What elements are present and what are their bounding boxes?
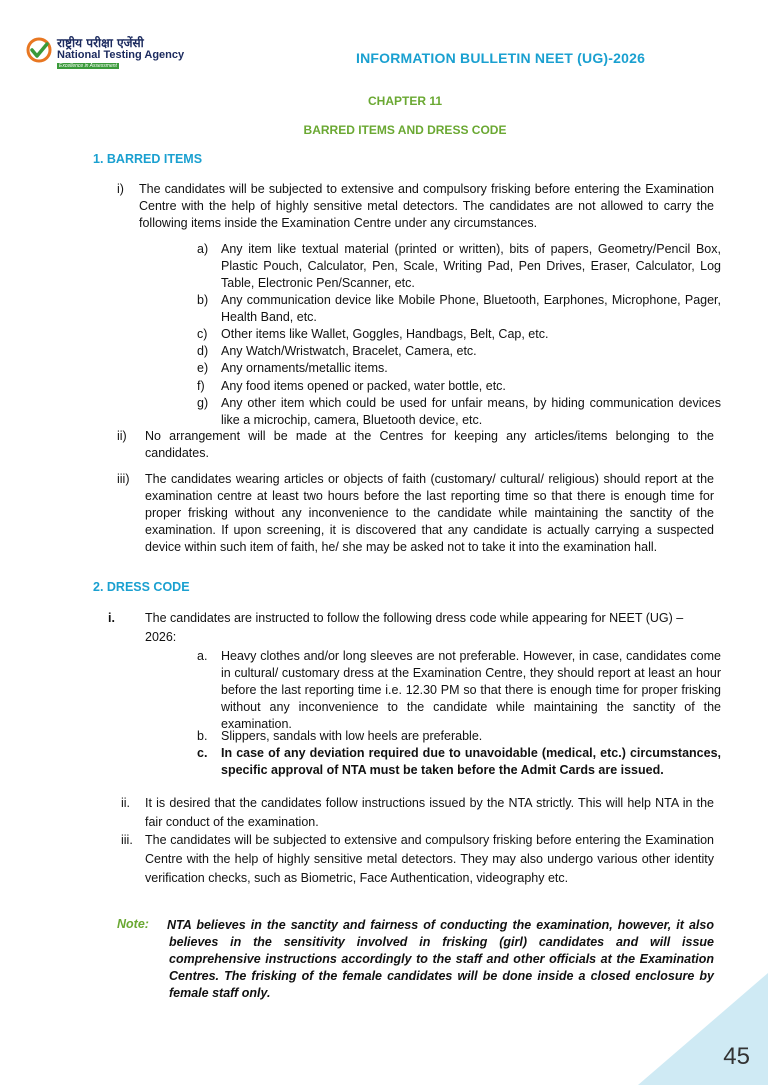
- list-item-text: Any communication device like Mobile Phone, Bluetooth, Earphones, Microphone, Pager, Health Band, etc.: [221, 293, 721, 324]
- list-item-text: Slippers, sandals with low heels are preferable.: [221, 729, 483, 743]
- barred-item-ii: [117, 428, 714, 462]
- logo-english-text: National Testing Agency: [57, 49, 185, 61]
- list-item-text: Heavy clothes and/or long sleeves are not preferable. However, in case, candidates come in cultural/ customary dress at the Examination Centre, they should report at least an hour before the last reporting time i.e. 12.30 PM so that there is enough time for proper frisking without any inconvenience to the candidate while maintaining the sanctity of the examination.: [221, 649, 721, 731]
- list-item-text: Any item like textual material (printed or written), bits of papers, Geometry/Pencil Box, Plastic Pouch, Calculator, Pen, Scale, Writing Pad, Pen Drives, Eraser, Calculator, Log Table, Electronic Pen/Scanner, etc.: [221, 242, 721, 290]
- list-marker: ii.: [121, 796, 131, 810]
- list-item-text: Any food items opened or packed, water bottle, etc.: [221, 379, 506, 393]
- list-marker: a): [197, 242, 209, 256]
- list-marker: i.: [108, 611, 115, 625]
- list-marker: b.: [197, 729, 208, 743]
- dress-item-ii: [121, 794, 714, 832]
- list-marker: i): [117, 182, 124, 196]
- list-marker: iii.: [121, 833, 133, 847]
- barred-subitem-d: [197, 343, 721, 360]
- nta-logo: [26, 34, 226, 74]
- dress-item-i: [108, 609, 714, 647]
- page-number: 45: [723, 1043, 750, 1070]
- logo-tagline: Excellence in Assessment: [59, 63, 117, 69]
- barred-subitem-f: [197, 378, 721, 395]
- dress-subitem-a: [197, 648, 721, 733]
- list-marker: d): [197, 344, 209, 358]
- barred-subitem-c: [197, 326, 721, 343]
- list-marker: b): [197, 293, 209, 307]
- paragraph-text: The candidates are instructed to follow the following dress code while appearing for NEET (UG) –2026:: [145, 611, 684, 644]
- paragraph-text: The candidates wearing articles or objects of faith (customary/ cultural/ religious) should report at the examination centre at least two hours before the last reporting time so that there is enough time for proper frisking without any inconvenience to the candidate while maintaining the sanctity of the examination. If upon screening, it is discovered that any candidate is actually carrying a suspected device within such item of faith, he/ she may be asked not to take it into the examination hall.: [145, 472, 714, 554]
- section-heading-dress-code: 2. DRESS CODE: [93, 580, 190, 594]
- barred-subitem-b: [197, 292, 721, 326]
- chapter-title: BARRED ITEMS AND DRESS CODE: [303, 123, 507, 137]
- barred-item-iii: [117, 471, 714, 556]
- list-marker: ii): [117, 429, 127, 443]
- list-item-text: Any ornaments/metallic items.: [221, 361, 388, 375]
- paragraph-text: It is desired that the candidates follow instructions issued by the NTA strictly. This will help NTA in the fair conduct of the examination.: [145, 796, 714, 829]
- nta-emblem-icon: [26, 37, 52, 63]
- note-label: Note:: [117, 917, 149, 931]
- list-marker: c): [197, 327, 208, 341]
- list-item-text: Any other item which could be used for unfair means, by hiding communication devices like a microchip, camera, Bluetooth device, etc.: [221, 396, 721, 427]
- barred-subitem-e: [197, 360, 721, 377]
- barred-subitem-g: [197, 395, 721, 429]
- list-marker: a.: [197, 649, 208, 663]
- paragraph-text: The candidates will be subjected to extensive and compulsory frisking before entering the Examination Centre with the help of highly sensitive metal detectors. They may also undergo various other identity verification checks, such as Biometric, Face Authentication, videography etc.: [145, 833, 714, 885]
- barred-subitem-a: [197, 241, 721, 292]
- list-marker: e): [197, 361, 209, 375]
- logo-hindi-text: राष्ट्रीय परीक्षा एजेंसी: [57, 36, 144, 50]
- section-heading-barred-items: 1. BARRED ITEMS: [93, 152, 203, 166]
- list-marker: g): [197, 396, 209, 410]
- list-marker: iii): [117, 472, 130, 486]
- chapter-number: CHAPTER 11: [367, 94, 443, 108]
- list-item-text: Other items like Wallet, Goggles, Handbags, Belt, Cap, etc.: [221, 327, 549, 341]
- paragraph-text: No arrangement will be made at the Centres for keeping any articles/items belonging to the candidates.: [145, 429, 714, 460]
- list-item-text: In case of any deviation required due to unavoidable (medical, etc.) circumstances, specific approval of NTA must be taken before the Admit Cards are issued.: [221, 746, 721, 777]
- dress-item-iii: [121, 831, 714, 888]
- list-item-text: Any Watch/Wristwatch, Bracelet, Camera, etc.: [221, 344, 477, 358]
- dress-subitem-b: [197, 728, 721, 745]
- list-marker: c.: [197, 746, 208, 760]
- list-marker: f): [197, 379, 205, 393]
- barred-item-i: [117, 181, 714, 232]
- dress-subitem-c: [197, 745, 721, 779]
- bulletin-title: INFORMATION BULLETIN NEET (UG)-2026: [356, 50, 646, 66]
- paragraph-text: The candidates will be subjected to extensive and compulsory frisking before entering the Examination Centre with the help of highly sensitive metal detectors. The candidates are not allowed to carry the following items inside the Examination Centre under any circumstances.: [139, 182, 714, 230]
- note-text: NTA believes in the sanctity and fairness of conducting the examination, however, it also believes in the sensitivity involved in frisking (girl) candidates and will issue comprehensive instructions accordingly to the staff and other officials at the Examination Centres. The frisking of the female candidates will be done inside a closed enclosure by female staff only.: [167, 918, 714, 1000]
